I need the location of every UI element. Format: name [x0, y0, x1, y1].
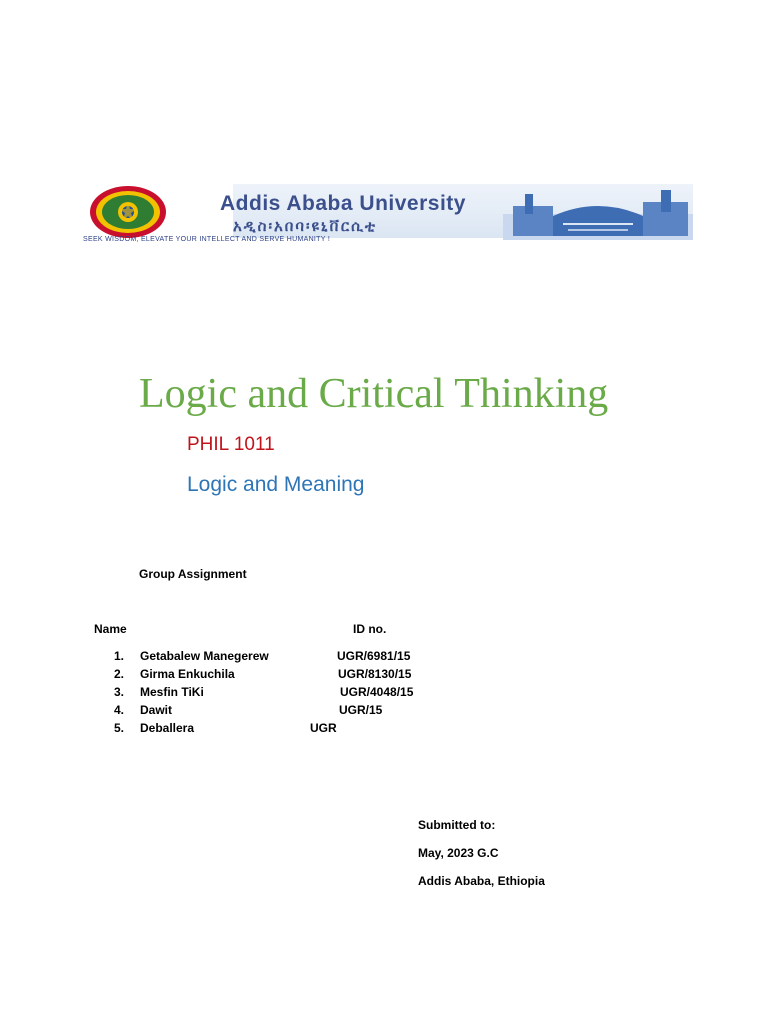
member-id: UGR/15: [339, 703, 383, 717]
document-title: Logic and Critical Thinking: [139, 371, 609, 417]
member-id: UGR: [310, 721, 337, 735]
member-number: 2.: [114, 667, 125, 681]
members-id-header: ID no.: [353, 622, 387, 636]
member-name: Girma Enkuchila: [140, 667, 235, 681]
university-name: Addis Ababa University: [220, 192, 466, 215]
submitted-to-label: Submitted to:: [418, 818, 496, 832]
member-name: Getabalew Manegerew: [140, 649, 269, 663]
member-id: UGR/6981/15: [337, 649, 411, 663]
member-number: 4.: [114, 703, 125, 717]
submission-date: May, 2023 G.C: [418, 846, 499, 860]
member-number: 1.: [114, 649, 125, 663]
document-subtitle: Logic and Meaning: [187, 473, 365, 496]
member-name: Mesfin TiKi: [140, 685, 204, 699]
university-motto: SEEK WISDOM, ELEVATE YOUR INTELLECT AND SERVE HUMANITY !: [83, 236, 331, 243]
members-name-header: Name: [94, 622, 127, 636]
member-number: 3.: [114, 685, 125, 699]
university-name-amharic: አዲስ፡አበባ፡ዩኒቨርሲቲ: [233, 218, 378, 235]
assignment-type: Group Assignment: [139, 567, 247, 581]
member-id: UGR/4048/15: [340, 685, 414, 699]
member-name: Dawit: [140, 703, 173, 717]
course-code: PHIL 1011: [187, 434, 275, 455]
university-building-icon: [503, 184, 693, 240]
member-name: Deballera: [140, 721, 195, 735]
submission-place: Addis Ababa, Ethiopia: [418, 874, 545, 888]
member-id: UGR/8130/15: [338, 667, 412, 681]
member-number: 5.: [114, 721, 125, 735]
university-seal-icon: [87, 184, 169, 240]
university-banner: [83, 184, 693, 252]
